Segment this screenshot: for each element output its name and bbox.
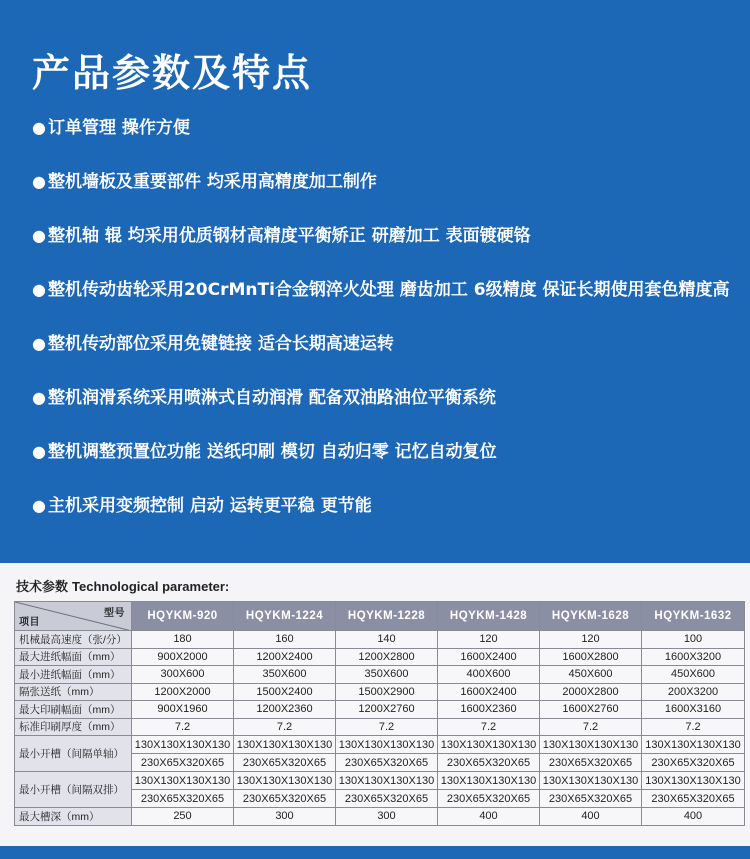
- spec-cell: 230X65X320X65: [642, 754, 745, 772]
- spec-cell: 1200X2400: [234, 648, 336, 666]
- spec-cell: 450X600: [540, 666, 642, 684]
- spec-cell: 7.2: [540, 718, 642, 736]
- bullet-icon: ●: [32, 496, 46, 515]
- bullet-icon: ●: [32, 118, 46, 137]
- spec-cell: 230X65X320X65: [438, 754, 540, 772]
- spec-cell: 130X130X130X130: [438, 736, 540, 754]
- model-header: HQYKM-1628: [540, 602, 642, 631]
- bullet-icon: ●: [32, 388, 46, 407]
- spec-cell: 230X65X320X65: [234, 790, 336, 808]
- spec-cell: 400: [438, 808, 540, 826]
- spec-cell: 450X600: [642, 666, 745, 684]
- spec-cell: 7.2: [234, 718, 336, 736]
- spec-cell: 7.2: [642, 718, 745, 736]
- spec-cell: 7.2: [336, 718, 438, 736]
- spec-cell: 350X600: [336, 666, 438, 684]
- spec-sheet-title: 技术参数 Technological parameter:: [16, 579, 230, 595]
- feature-item: ● 整机调整预置位功能 送纸印刷 模切 自动归零 记忆自动复位: [32, 442, 497, 462]
- spec-cell: 230X65X320X65: [540, 790, 642, 808]
- spec-cell: 100: [642, 631, 745, 649]
- spec-cell: 130X130X130X130: [642, 736, 745, 754]
- feature-item: ● 订单管理 操作方便: [32, 118, 190, 138]
- spec-cell: 120: [438, 631, 540, 649]
- row-label: 最大槽深（mm）: [15, 808, 132, 826]
- spec-cell: 130X130X130X130: [234, 736, 336, 754]
- spec-row: [15, 631, 745, 649]
- spec-cell: 300X600: [132, 666, 234, 684]
- spec-cell: 230X65X320X65: [438, 790, 540, 808]
- row-label: 标准印刷厚度（mm）: [15, 718, 132, 736]
- spec-cell: 130X130X130X130: [132, 736, 234, 754]
- spec-cell: 230X65X320X65: [336, 790, 438, 808]
- spec-cell: 130X130X130X130: [234, 772, 336, 790]
- spec-cell: 130X130X130X130: [438, 772, 540, 790]
- spec-cell: 900X1960: [132, 701, 234, 719]
- bullet-icon: ●: [32, 172, 46, 191]
- spec-row: [15, 736, 745, 754]
- spec-cell: 2000X2800: [540, 683, 642, 701]
- spec-cell: 1200X2360: [234, 701, 336, 719]
- spec-cell: 400: [540, 808, 642, 826]
- bullet-icon: ●: [32, 280, 46, 299]
- feature-item: ● 整机传动部位采用免键链接 适合长期高速运转: [32, 334, 394, 354]
- spec-header-row: [15, 602, 745, 631]
- spec-cell: 120: [540, 631, 642, 649]
- spec-cell: 300: [336, 808, 438, 826]
- spec-cell: 160: [234, 631, 336, 649]
- spec-cell: 230X65X320X65: [132, 754, 234, 772]
- spec-cell: 140: [336, 631, 438, 649]
- model-header: HQYKM-1228: [336, 602, 438, 631]
- spec-cell: 1500X2900: [336, 683, 438, 701]
- feature-item: ● 整机墙板及重要部件 均采用高精度加工制作: [32, 172, 377, 192]
- spec-row: [15, 772, 745, 790]
- row-label: 最大印刷幅面（mm）: [15, 701, 132, 719]
- spec-cell: 130X130X130X130: [336, 736, 438, 754]
- model-header: HQYKM-920: [132, 602, 234, 631]
- model-header: HQYKM-1632: [642, 602, 745, 631]
- spec-cell: 7.2: [438, 718, 540, 736]
- spec-cell: 400: [642, 808, 745, 826]
- feature-item: ● 整机润滑系统采用喷淋式自动润滑 配备双油路油位平衡系统: [32, 388, 496, 408]
- spec-cell: 1600X2760: [540, 701, 642, 719]
- row-label: 最小开槽（间隔双排）: [15, 772, 132, 808]
- bullet-icon: ●: [32, 226, 46, 245]
- spec-cell: 1600X2800: [540, 648, 642, 666]
- spec-cell: 130X130X130X130: [336, 772, 438, 790]
- spec-cell: 400X600: [438, 666, 540, 684]
- spec-cell: 300: [234, 808, 336, 826]
- spec-sheet: [0, 563, 750, 846]
- spec-cell: 1600X2400: [438, 683, 540, 701]
- row-label: 最小开槽（间隔单轴）: [15, 736, 132, 772]
- spec-cell: 1200X2000: [132, 683, 234, 701]
- spec-row: [15, 683, 745, 701]
- spec-cell: 1500X2400: [234, 683, 336, 701]
- page-title: 产品参数及特点: [32, 51, 313, 95]
- spec-cell: 130X130X130X130: [540, 772, 642, 790]
- spec-cell: 250: [132, 808, 234, 826]
- spec-corner-cell: 型号 项目: [15, 602, 132, 631]
- spec-cell: 350X600: [234, 666, 336, 684]
- spec-row: [15, 718, 745, 736]
- spec-row: [15, 808, 745, 826]
- bottom-bar: [0, 846, 750, 859]
- feature-item: ● 整机传动齿轮采用20CrMnTi合金钢淬火处理 磨齿加工 6级精度 保证长期使用套色精度高: [32, 280, 730, 300]
- spec-cell: 130X130X130X130: [132, 772, 234, 790]
- feature-item: ● 整机轴 辊 均采用优质钢材高精度平衡矫正 研磨加工 表面镀硬铬: [32, 226, 531, 246]
- bullet-icon: ●: [32, 334, 46, 353]
- spec-cell: 900X2000: [132, 648, 234, 666]
- row-label: 隔张送纸（mm）: [15, 683, 132, 701]
- row-label: 最大进纸幅面（mm）: [15, 648, 132, 666]
- spec-cell: 230X65X320X65: [132, 790, 234, 808]
- spec-cell: 230X65X320X65: [234, 754, 336, 772]
- spec-cell: 1600X2360: [438, 701, 540, 719]
- spec-cell: 1600X2400: [438, 648, 540, 666]
- spec-cell: 1200X2760: [336, 701, 438, 719]
- spec-cell: 180: [132, 631, 234, 649]
- spec-cell: 1200X2800: [336, 648, 438, 666]
- row-label: 最小进纸幅面（mm）: [15, 666, 132, 684]
- spec-cell: 130X130X130X130: [642, 772, 745, 790]
- spec-cell: 230X65X320X65: [540, 754, 642, 772]
- feature-item: ● 主机采用变频控制 启动 运转更平稳 更节能: [32, 496, 372, 516]
- spec-cell: 230X65X320X65: [642, 790, 745, 808]
- spec-row: [15, 648, 745, 666]
- spec-cell: 1600X3160: [642, 701, 745, 719]
- spec-cell: 130X130X130X130: [540, 736, 642, 754]
- model-header: HQYKM-1224: [234, 602, 336, 631]
- spec-row: [15, 666, 745, 684]
- bullet-icon: ●: [32, 442, 46, 461]
- spec-cell: 7.2: [132, 718, 234, 736]
- spec-row: [15, 701, 745, 719]
- model-header: HQYKM-1428: [438, 602, 540, 631]
- spec-table: [14, 601, 745, 826]
- spec-cell: 200X3200: [642, 683, 745, 701]
- spec-cell: 1600X3200: [642, 648, 745, 666]
- row-label: 机械最高速度（张/分）: [15, 631, 132, 649]
- spec-cell: 230X65X320X65: [336, 754, 438, 772]
- feature-list: [32, 116, 732, 548]
